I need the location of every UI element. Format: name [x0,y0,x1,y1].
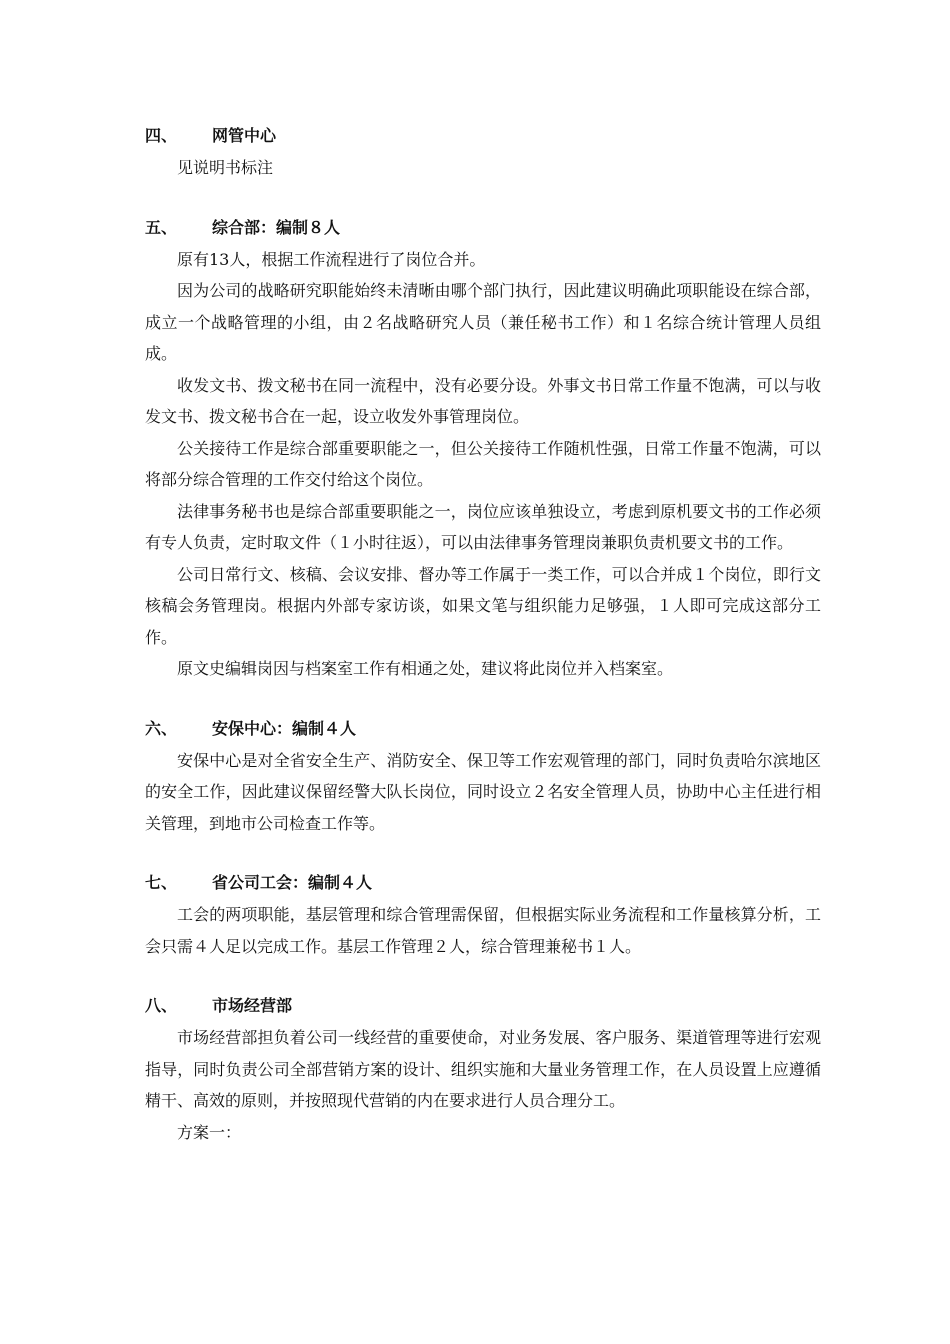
section-title: 综合部：编制８人 [212,217,341,237]
section-heading [145,713,821,745]
paragraph: 公关接待工作是综合部重要职能之一，但公关接待工作随机性强，日常工作量不饱满，可以将部分综合管理的工作交付给这个岗位。 [145,438,821,489]
section-marketing-dept [145,990,821,1148]
section-number: 五、 [145,217,178,237]
paragraph: 法律事务秘书也是综合部重要职能之一，岗位应该单独设立，考虑到原机要文书的工作必须有专人负责，定时取文件（１小时往返），可以由法律事务管理岗兼职负责机要文书的工作。 [145,501,821,552]
section-number: 四、 [145,126,178,145]
document-body [145,120,821,1176]
section-heading [145,867,821,899]
paragraph: 见说明书标注 [177,158,274,177]
paragraph: 收发文书、拨文秘书在同一流程中，没有必要分设。外事文书日常工作量不饱满，可以与收发文书、拨文秘书合在一起，设立收发外事管理岗位。 [145,375,821,426]
section-number: 六、 [145,718,178,738]
paragraph: 原有13人，根据工作流程进行了岗位合并。 [177,249,486,269]
section-network-center [145,120,821,184]
section-trade-union [145,867,821,962]
paragraph: 因为公司的战略研究职能始终未清晰由哪个部门执行，因此建议明确此项职能设在综合部，成立一个战略管理的小组，由２名战略研究人员（兼任秘书工作）和１名综合统计管理人员组成。 [145,281,821,363]
section-title: 网管中心 [212,126,277,145]
section-general-dept [145,212,821,685]
paragraph: 原文史编辑岗因与档案室工作有相通之处，建议将此岗位并入档案室。 [177,659,674,678]
section-heading [145,212,821,244]
paragraph: 工会的两项职能，基层管理和综合管理需保留，但根据实际业务流程和工作量核算分析，工会只需４人足以完成工作。基层工作管理２人，综合管理兼秘书１人。 [145,905,821,956]
section-number: 八、 [145,996,178,1015]
section-number: 七、 [145,873,178,892]
section-title: 安保中心：编制４人 [212,718,357,738]
paragraph: 市场经营部担负着公司一线经营的重要使命，对业务发展、客户服务、渠道管理等进行宏观指导，同时负责公司全部营销方案的设计、组织实施和大量业务管理工作，在人员设置上应遵循精干、高效的原则，并按照现代营销的内在要求进行人员合理分工。 [145,1028,821,1110]
paragraph: 方案一： [177,1122,242,1142]
section-title: 省公司工会：编制４人 [212,873,373,892]
section-title: 市场经营部 [212,996,293,1015]
paragraph: 公司日常行文、核稿、会议安排、督办等工作属于一类工作，可以合并成１个岗位，即行文核稿会务管理岗。根据内外部专家访谈，如果文笔与组织能力足够强，１人即可完成这部分工作。 [145,564,821,647]
section-heading [145,990,821,1022]
section-heading [145,120,821,152]
paragraph: 安保中心是对全省安全生产、消防安全、保卫等工作宏观管理的部门，同时负责哈尔滨地区的安全工作，因此建议保留经警大队长岗位，同时设立２名安全管理人员，协助中心主任进行相关管理，到地市公司检查工作等。 [145,750,821,833]
section-security-center [145,713,821,840]
